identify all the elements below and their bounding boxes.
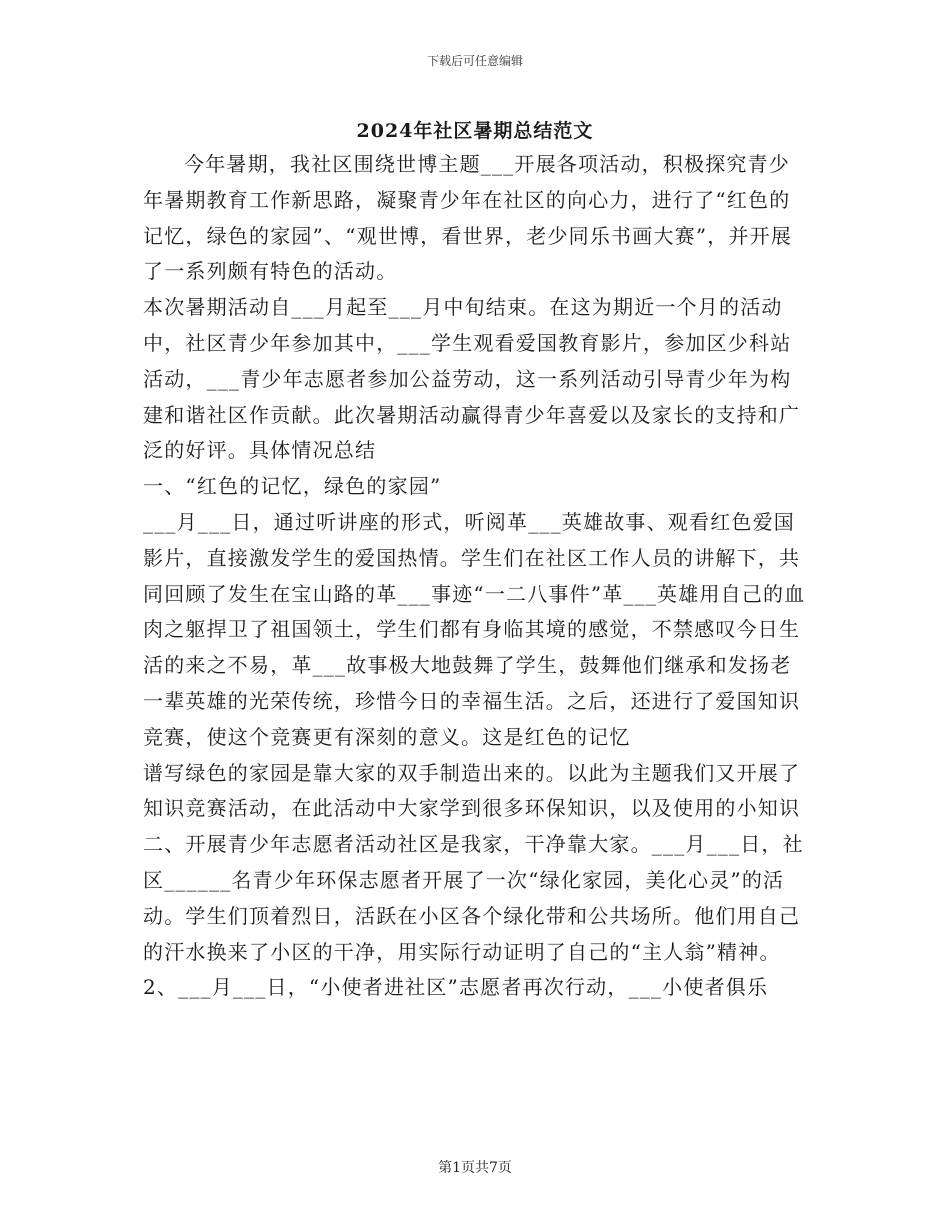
page-header-note: 下载后可任意编辑: [426, 54, 523, 68]
paragraph-green-home: 谱写绿色的家园是靠大家的双手制造出来的。以此为主题我们又开展了知识竞赛活动，在此活动中大家学到很多环保知识，以及使用的小知识: [143, 760, 801, 821]
document-title: 2024年社区暑期总结范文: [356, 120, 594, 142]
paragraph-item-2: 2、___月___日，“小使者进社区”志愿者再次行动，___小使者俱乐: [143, 975, 769, 1000]
paragraph-intro: 今年暑期，我社区围绕世博主题___开展各项活动，积极探究青少年暑期教育工作新思路，凝聚青少年在社区的向心力，进行了“红色的记忆，绿色的家园”、“观世博，看世界，老少同乐书画大赛”，并开展了一系列颇有特色的活动。: [143, 152, 793, 284]
section-volunteer: 二、开展青少年志愿者活动社区是我家，干净靠大家。___月___日，社区______名青少年环保志愿者开展了一次“绿化家园，美化心灵”的活动。学生们顶着烈日，活跃在小区各个绿化带和公共场所。他们用自己的汗水换来了小区的干净，用实际行动证明了自己的“主人翁”精神。: [143, 832, 804, 964]
paragraph-red-memory: ___月___日，通过听讲座的形式，听阅革___英雄故事、观看红色爱国影片，直接激发学生的爱国热情。学生们在社区工作人员的讲解下，共同回顾了发生在宝山路的革___事迹“一二八事件”革___英雄用自己的血肉之躯捍卫了祖国领土，学生们都有身临其境的感觉，不禁感叹今日生活的来之不易，革___故事极大地鼓舞了学生，鼓舞他们继承和发扬老一辈英雄的光荣传统，珍惜今日的幸福生活。之后，还进行了爱国知识竞赛，使这个竞赛更有深刻的意义。这是红色的记忆: [143, 509, 806, 749]
document-body: [143, 147, 808, 1006]
section-heading-1: 一、“红色的记忆，绿色的家园”: [143, 474, 442, 499]
page-number: 第1页共7页: [438, 1160, 512, 1176]
paragraph-overview: 本次暑期活动自___月起至___月中旬结束。在这为期近一个月的活动中，社区青少年参加其中，___学生观看爱国教育影片，参加区少科站活动，___青少年志愿者参加公益劳动，这一系列活动引导青少年为构建和谐社区作贡献。此次暑期活动赢得青少年喜爱以及家长的支持和广泛的好评。具体情况总结: [143, 295, 801, 463]
